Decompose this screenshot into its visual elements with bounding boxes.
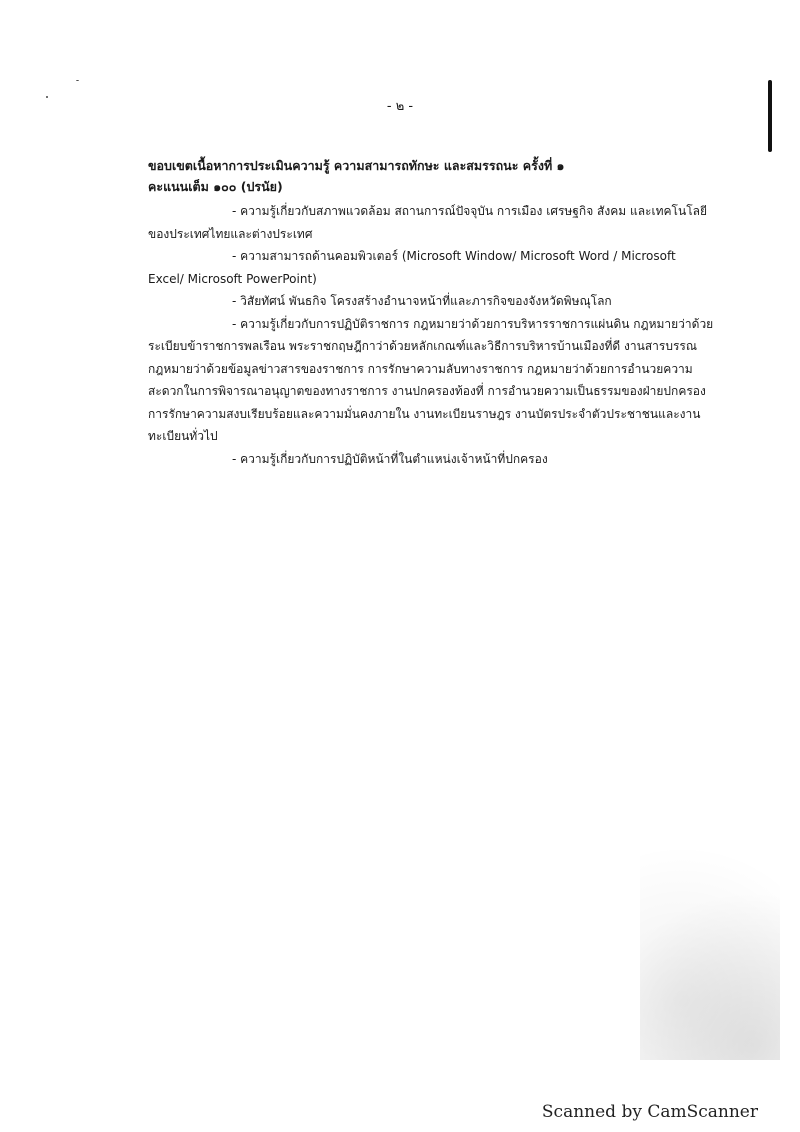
scanner-watermark: Scanned by CamScanner bbox=[541, 1102, 758, 1122]
content-list bbox=[148, 200, 723, 470]
list-item-first-line: - ความรู้เกี่ยวกับการปฏิบัติหน้าที่ในตำแหน่งเจ้าหน้าที่ปกครอง bbox=[232, 451, 548, 466]
list-item bbox=[148, 448, 723, 471]
list-item-continuation: ของประเทศไทยและต่างประเทศ bbox=[148, 226, 313, 241]
page-number: - ๒ - bbox=[386, 99, 414, 114]
list-item-continuation: Excel/ Microsoft PowerPoint) bbox=[148, 271, 317, 286]
heading-title: ขอบเขตเนื้อหาการประเมินความรู้ ความสามารถทักษะ และสมรรถนะ ครั้งที่ ๑ bbox=[148, 158, 565, 173]
list-item bbox=[148, 245, 723, 290]
list-item-first-line: - วิสัยทัศน์ พันธกิจ โครงสร้างอำนาจหน้าที่และภารกิจของจังหวัดพิษณุโลก bbox=[232, 294, 612, 308]
list-item bbox=[148, 200, 723, 245]
scan-edge-mark bbox=[768, 80, 772, 152]
scan-noise bbox=[640, 760, 780, 1060]
list-item bbox=[148, 290, 723, 313]
list-item-first-line: - ความรู้เกี่ยวกับสภาพแวดล้อม สถานการณ์ปัจจุบัน การเมือง เศรษฐกิจ สังคม และเทคโนโลยี bbox=[232, 204, 708, 218]
heading-score: คะแนนเต็ม ๑๐๐ (ปรนัย) bbox=[148, 179, 283, 194]
list-item-first-line: - ความรู้เกี่ยวกับการปฏิบัติราชการ กฎหมายว่าด้วยการบริหารราชการแผ่นดิน กฎหมายว่าด้วย bbox=[232, 316, 714, 331]
list-item-continuation: ระเบียบข้าราชการพลเรือน พระราชกฤษฎีกาว่าด้วยหลักเกณฑ์และวิธีการบริหารบ้านเมืองที่ดี งานสารบรรณ กฎหมายว่าด้วยข้อมูลข่าวสารของราชการ การรักษาความลับทางราชการ กฎหมายว่าด้วยการอำนวยความสะดวกในการพิจารณาอนุญาตของทางราชการ งานปกครองท้องที่ การอำนวยความเป็นธรรมของฝ่ายปกครอง การรักษาความสงบเรียบร้อยและความมั่นคงภายใน งานทะเบียนราษฎร งานบัตรประจำตัวประชาชนและงานทะเบียนทั่วไป bbox=[148, 339, 706, 443]
list-item bbox=[148, 313, 723, 448]
section-heading bbox=[148, 155, 748, 197]
list-item-first-line: - ความสามารถด้านคอมพิวเตอร์ (Microsoft Window/ Microsoft Word / Microsoft bbox=[232, 249, 676, 263]
scan-speck bbox=[76, 80, 79, 81]
